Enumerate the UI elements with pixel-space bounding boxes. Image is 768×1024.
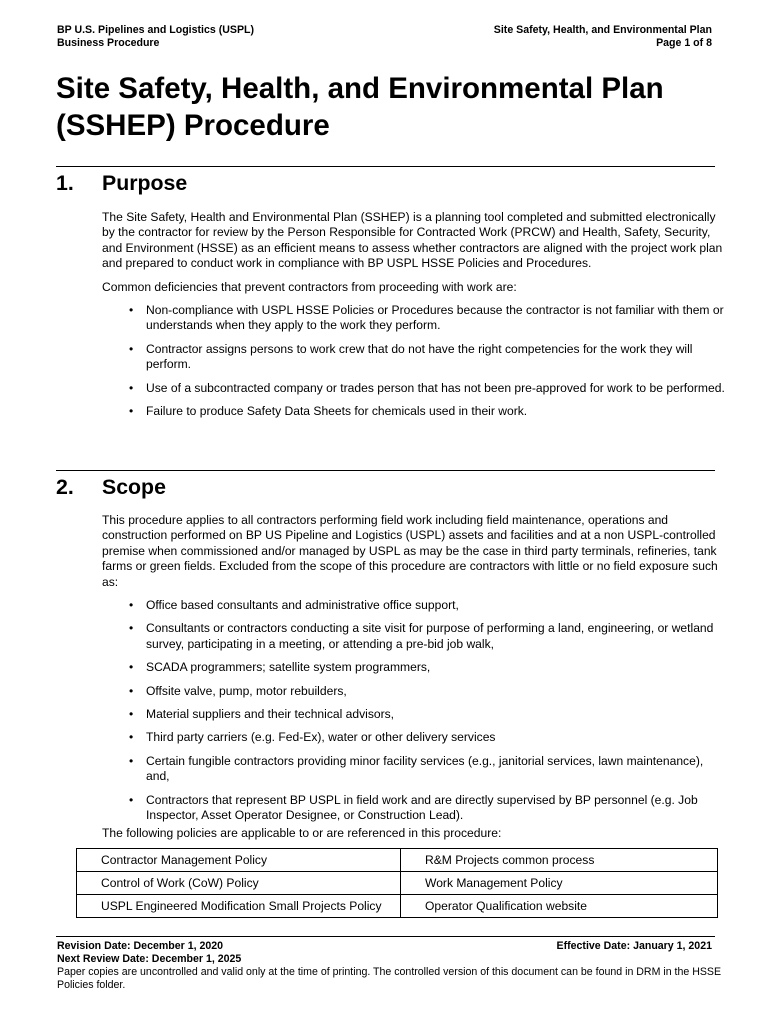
header-doc-type: Business Procedure [57, 36, 160, 49]
table-cell: Work Management Policy [401, 872, 718, 895]
purpose-bullet-item: • Non-compliance with USPL HSSE Policies or Procedures because the contractor is not familiar with them or understands when they apply to the work they perform. [102, 303, 727, 334]
policies-table [76, 848, 718, 918]
header-org: BP U.S. Pipelines and Logistics (USPL) [57, 24, 255, 36]
table-row [77, 872, 718, 895]
table-row [77, 895, 718, 918]
table-cell: USPL Engineered Modification Small Projects Policy [77, 895, 401, 918]
scope-paragraph: This procedure applies to all contractors performing field work including field maintenance, operations and construction performed on BP US Pipeline and Logistics (USPL) assets and facilities and at a non USPL-controlled premise when commissioned and/or managed by USPL as may be the case in third party terminals, refineries, tank farms or green fields. Excluded from the scope of this procedure are contractors with little or no field exposure such as: [102, 513, 718, 589]
footer-disclaimer: Paper copies are uncontrolled and valid only at the time of printing. The controlled version of this document can be found in DRM in the HSSE Policies folder. [57, 966, 722, 991]
purpose-intro: Common deficiencies that prevent contractors from proceeding with work are: [102, 279, 517, 294]
next-review-date: Next Review Date: December 1, 2025 [57, 953, 242, 965]
section-2-rule [56, 470, 715, 471]
scope-bullet-item: • Contractors that represent BP USPL in field work and are directly supervised by BP personnel (e.g. Job Inspector, Asset Operator Designee, or Construction Lead). [102, 793, 727, 824]
revision-date: Revision Date: December 1, 2020 [57, 940, 224, 952]
purpose-paragraph: The Site Safety, Health and Environmental Plan (SSHEP) is a planning tool completed and submitted electronically by the contractor for review by the Person Responsible for Contracted Work (PRCW) and Health, Safety, Security, and Environment (HSSE) as an efficient means to assess whether contractors are aligned with the project work plan and prepared to conduct work in compliance with BP USPL HSSE Policies and Procedures. [102, 210, 723, 271]
title-line-2: (SSHEP) Procedure [56, 109, 330, 142]
scope-bullet-item: • Third party carriers (e.g. Fed-Ex), water or other delivery services [102, 730, 727, 745]
section-1-number: 1. [56, 171, 74, 195]
purpose-bullet-item: • Contractor assigns persons to work crew that do not have the right competencies for the work they will perform. [102, 342, 727, 373]
table-cell: R&M Projects common process [401, 849, 718, 872]
purpose-bullet-item: • Failure to produce Safety Data Sheets for chemicals used in their work. [102, 404, 727, 419]
effective-date: Effective Date: January 1, 2021 [556, 940, 712, 952]
section-1-title: Purpose [102, 171, 188, 195]
table-cell: Control of Work (CoW) Policy [77, 872, 401, 895]
table-cell: Contractor Management Policy [77, 849, 401, 872]
section-2-heading [56, 474, 166, 500]
purpose-bullet-item: • Use of a subcontracted company or trades person that has not been pre-approved for work to be performed. [102, 381, 727, 396]
purpose-body [102, 210, 727, 419]
section-1-rule [56, 166, 715, 167]
header-page-info: Page 1 of 8 [656, 36, 712, 49]
header-doc-title: Site Safety, Health, and Environmental Plan [493, 24, 712, 36]
scope-body [102, 513, 727, 824]
scope-bullet-item: • Consultants or contractors conducting a site visit for purpose of performing a land, engineering, or wetland survey, participating in a meeting, or attending a pre-bid job walk, [102, 621, 727, 652]
scope-bullet-item: • Material suppliers and their technical advisors, [102, 707, 727, 722]
section-2-number: 2. [56, 475, 74, 499]
title-line-1: Site Safety, Health, and Environmental Plan [56, 72, 664, 105]
purpose-bullet-list [102, 303, 727, 419]
table-cell: Operator Qualification website [401, 895, 718, 918]
header-right [494, 24, 712, 49]
section-1-heading [56, 170, 187, 196]
scope-bullet-item: • SCADA programmers; satellite system programmers, [102, 660, 727, 675]
scope-bullet-item: • Certain fungible contractors providing minor facility services (e.g., janitorial services, lawn maintenance), and, [102, 754, 727, 785]
policies-intro: The following policies are applicable to or are referenced in this procedure: [102, 826, 502, 840]
header-left [57, 24, 254, 49]
table-row [77, 849, 718, 872]
scope-bullet-list [102, 598, 727, 823]
document-title [56, 70, 716, 144]
scope-bullet-item: • Office based consultants and administrative office support, [102, 598, 727, 613]
footer-rule [56, 936, 715, 937]
section-2-title: Scope [102, 475, 166, 499]
scope-bullet-item: • Offsite valve, pump, motor rebuilders, [102, 684, 727, 699]
